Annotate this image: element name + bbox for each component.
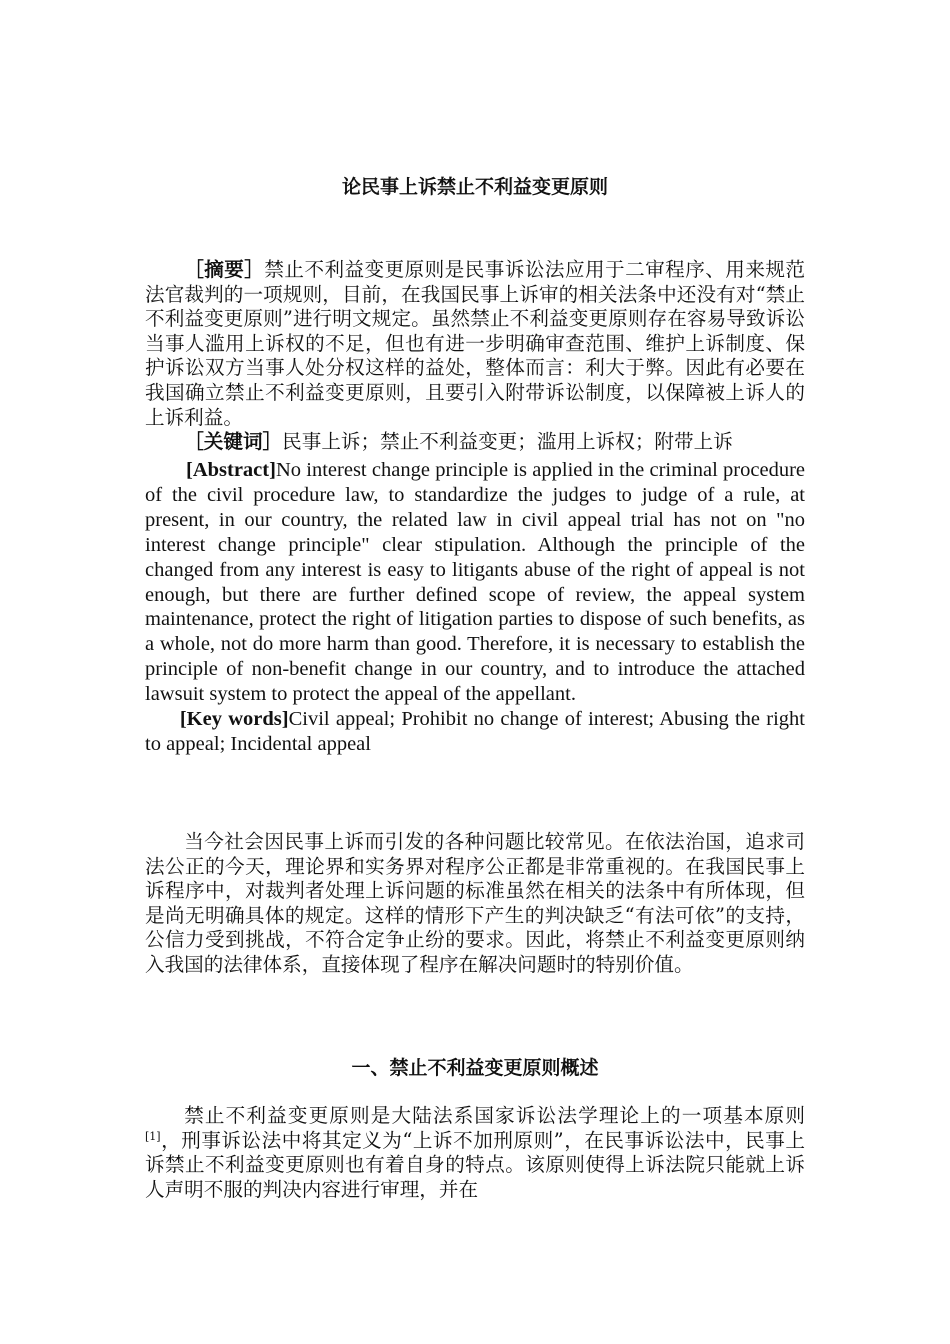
section-1-text-part1: 禁止不利益变更原则是大陆法系国家诉讼法学理论上的一项基本原则: [184, 1104, 805, 1127]
section-1-heading: 一、禁止不利益变更原则概述: [351, 1057, 599, 1079]
section-1-body: [145, 1104, 805, 1202]
keywords-cn-paragraph: [145, 430, 805, 455]
section-1-paragraph: [145, 1104, 805, 1202]
keywords-en-paragraph: [145, 707, 805, 757]
keywords-en-text: Civil appeal; Prohibit no change of interest; Abusing the right to appeal; Incidental appeal: [145, 708, 805, 755]
keywords-cn-text: 民事上诉；禁止不利益变更；滥用上诉权；附带上诉: [282, 430, 733, 454]
abstract-en-section: [145, 458, 805, 757]
footnote-ref: [1]: [145, 1129, 161, 1143]
intro-paragraph: 当今社会因民事上诉而引发的各种问题比较常见。在依法治国，追求司法公正的今天，理论界和实务界对程序公正都是非常重视的。在我国民事上诉程序中，对裁判者处理上诉问题的标准虽然在相关的法条中有所体现，但是尚无明确具体的规定。这样的情形下产生的判决缺乏“有法可依”的支持，公信力受到挑战，不符合定争止纷的要求。因此，将禁止不利益变更原则纳入我国的法律体系，直接体现了程序在解决问题时的特别价值。: [145, 830, 805, 976]
section-1-text-part2: ，刑事诉讼法中将其定义为“上诉不加刑原则”，在民事诉讼法中，民事上诉禁止不利益变更原则也有着自身的特点。该原则使得上诉法院只能就上诉人声明不服的判决内容进行审理，并在: [145, 1128, 805, 1201]
abstract-cn-label: ［摘要］: [184, 258, 265, 281]
intro-section: [145, 830, 805, 978]
abstract-en-paragraph: [145, 458, 805, 707]
abstract-cn-section: [145, 258, 805, 455]
abstract-en-text: No interest change principle is applied in the criminal procedure of the civil procedure law, to standardize the judges to judge of a rule, at present, in our country, the related law in civil appeal trial has not on "no interest change principle" clear stipulation. Although the principle of the changed from any interest is easy to litigants abuse of the right of appeal is not enough, but there are further defined scope of review, the appeal system maintenance, protect the right of litigation parties to dispose of such benefits, as a whole, not do more harm than good. Therefore, it is necessary to establish the principle of non-benefit change in our country, and to introduce the attached lawsuit system to protect the appeal of the appellant.: [145, 459, 805, 706]
keywords-en-label: [Key words]: [179, 708, 289, 731]
keywords-cn-label: ［关键词］: [184, 430, 283, 454]
abstract-cn-paragraph: [145, 258, 805, 430]
abstract-en-label: [Abstract]: [186, 459, 276, 481]
abstract-cn-text: 禁止不利益变更原则是民事诉讼法应用于二审程序、用来规范法官裁判的一项规则，目前，在我国民事上诉审的相关法条中还没有对“禁止不利益变更原则”进行明文规定。虽然禁止不利益变更原则存在容易导致诉讼当事人滥用上诉权的不足，但也有进一步明确审查范围、维护上诉制度、保护诉讼双方当事人处分权这样的益处，整体而言：利大于弊。因此有必要在我国确立禁止不利益变更原则，且要引入附带诉讼制度，以保障被上诉人的上诉利益。: [145, 258, 806, 429]
document-title: 论民事上诉禁止不利益变更原则: [341, 176, 608, 198]
